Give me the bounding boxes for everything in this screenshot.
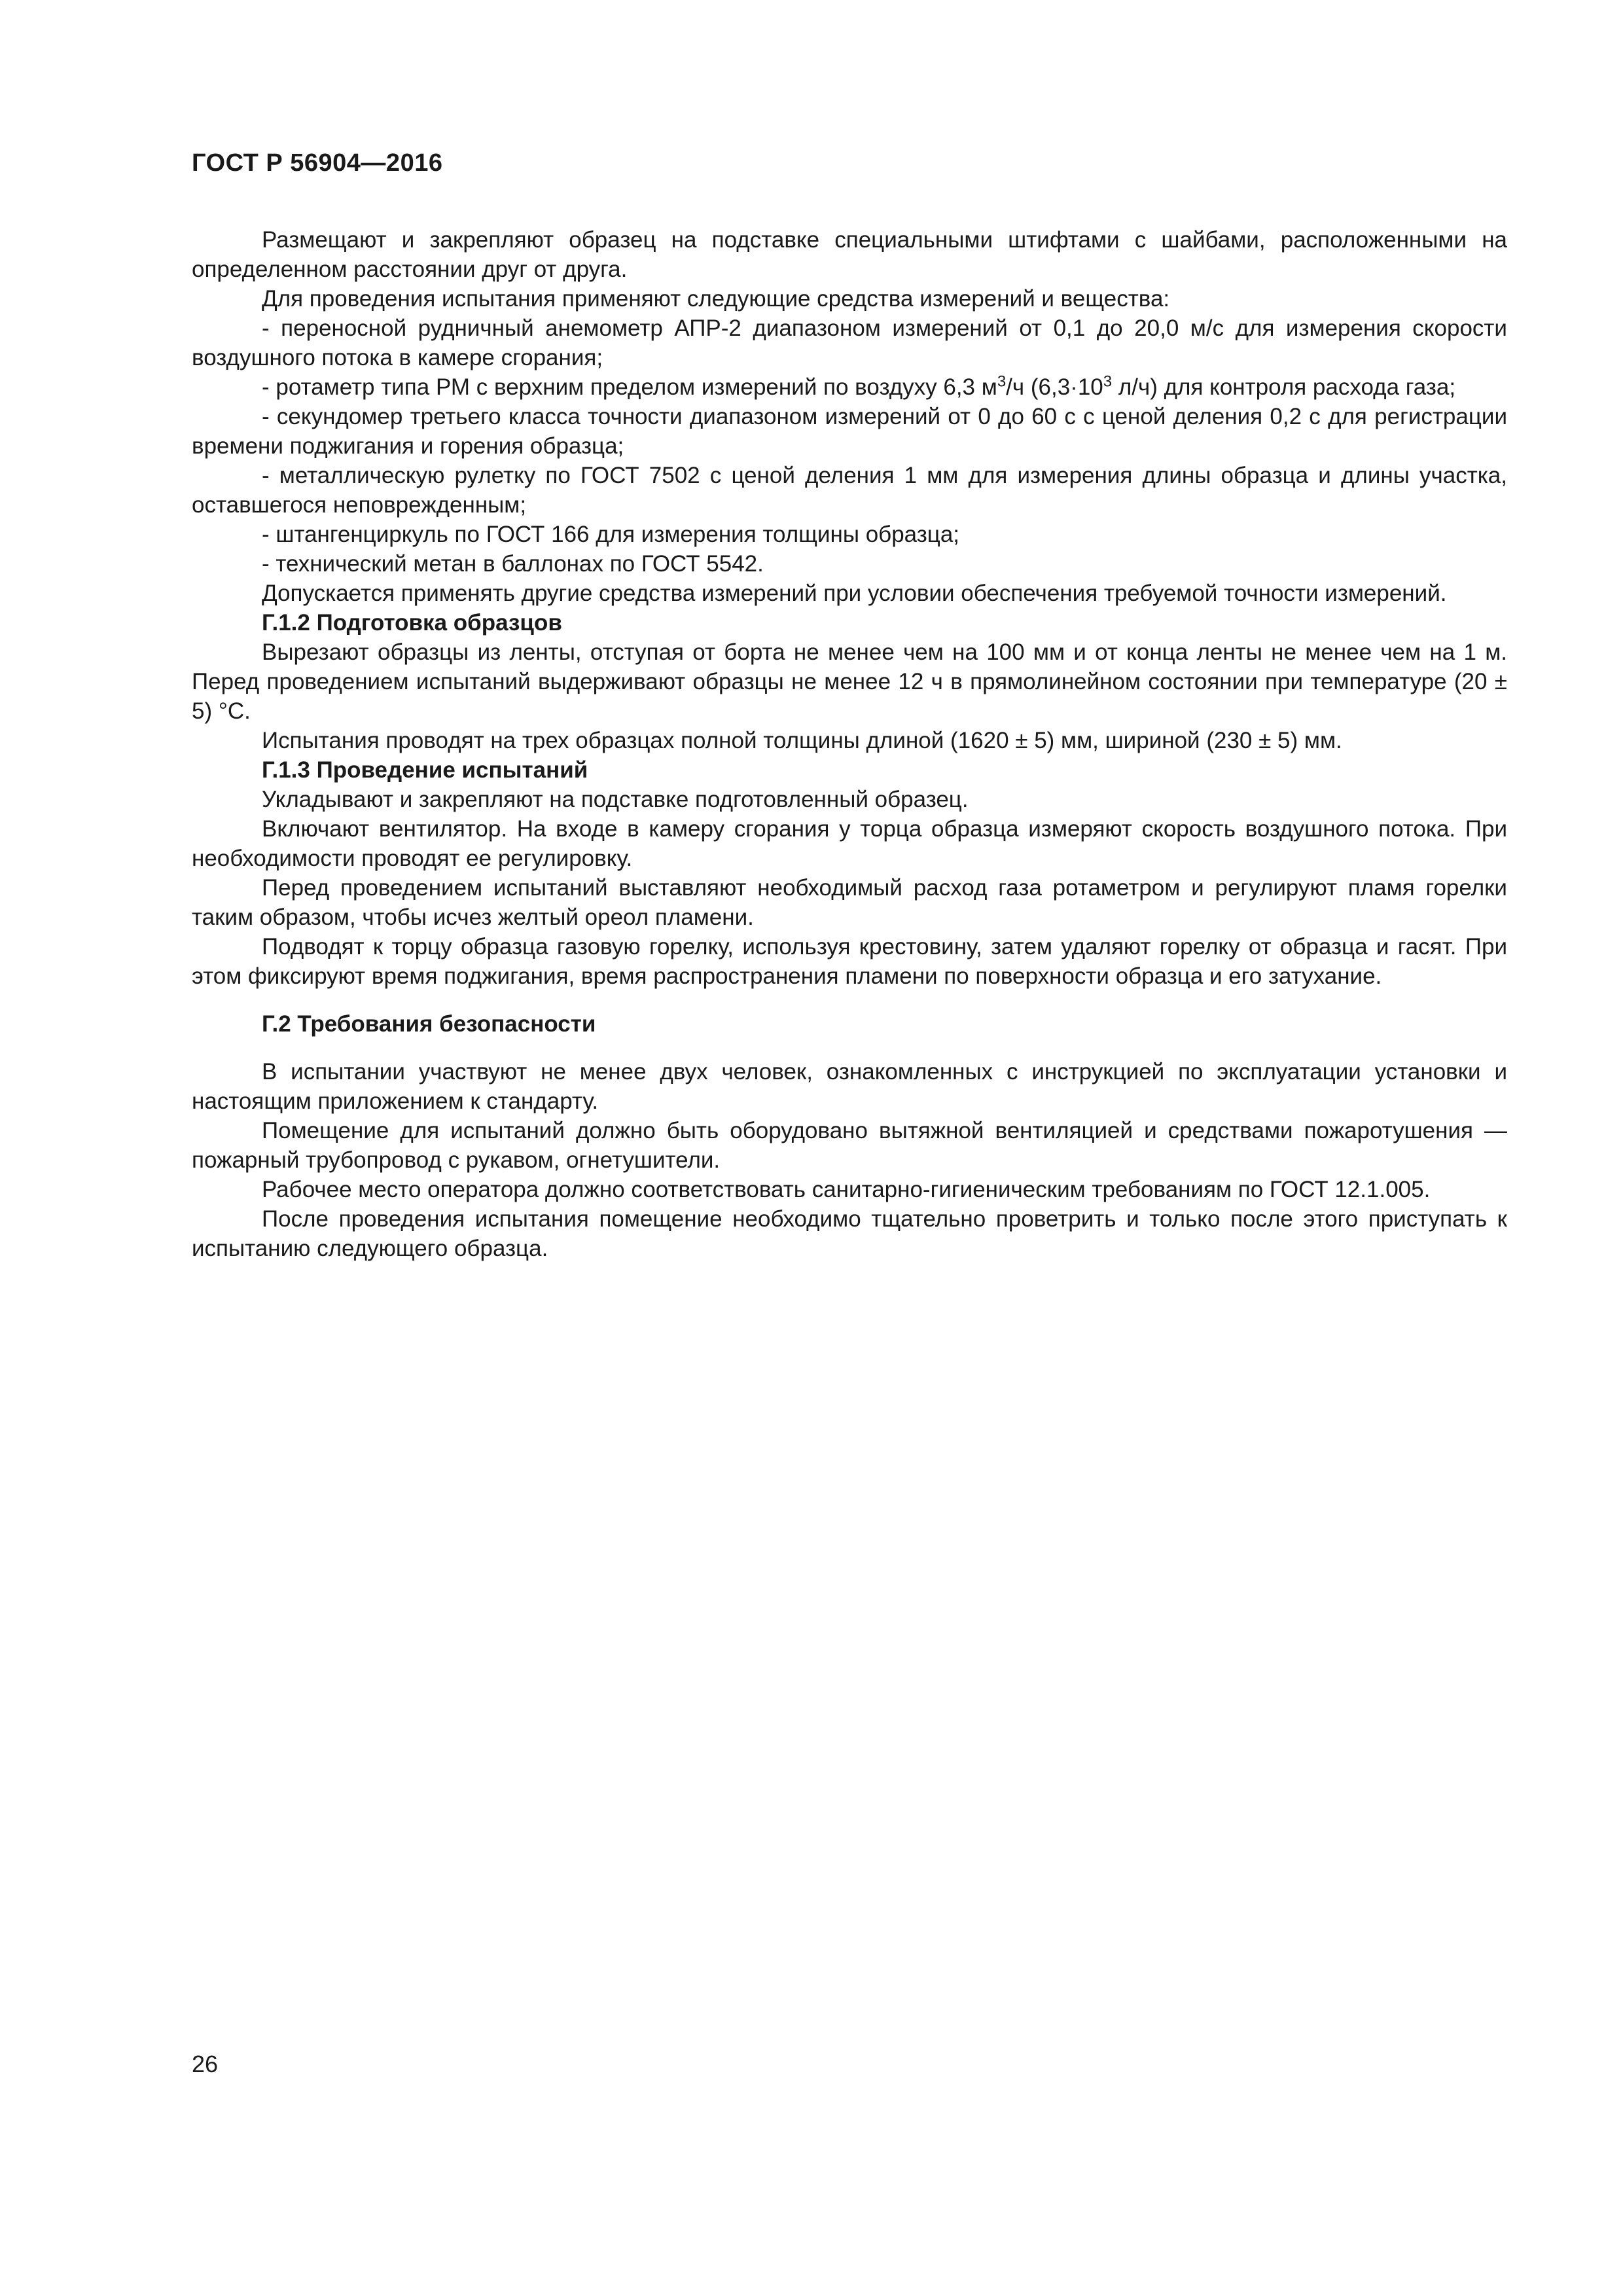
list-item: - штангенциркуль по ГОСТ 166 для измерения толщины образца; bbox=[262, 522, 960, 547]
list-item bbox=[192, 372, 1507, 402]
text-fragment: /ч (6,3·10 bbox=[1006, 374, 1103, 400]
paragraph: В испытании участвуют не менее двух человек, ознакомленных с инструкцией по эксплуатации установки и настоящим приложением к стандарту. bbox=[192, 1059, 1507, 1114]
page-number: 26 bbox=[192, 2051, 219, 2077]
text-fragment: л/ч) для контроля расхода газа; bbox=[1112, 374, 1456, 400]
paragraph: Размещают и закрепляют образец на подставке специальными штифтами с шайбами, расположенными на определенном расстоянии друг от друга. bbox=[192, 227, 1507, 282]
list-item: - технический метан в баллонах по ГОСТ 5542. bbox=[262, 551, 764, 577]
paragraph: Включают вентилятор. На входе в камеру сгорания у торца образца измеряют скорость воздушного потока. При необходимости проводят ее регулировку. bbox=[192, 816, 1507, 871]
section-heading: Г.2 Требования безопасности bbox=[262, 1011, 596, 1037]
paragraph: После проведения испытания помещение необходимо тщательно проветрить и только после этого приступать к испытанию следующего образца. bbox=[192, 1206, 1507, 1261]
list-item: - переносной рудничный анемометр АПР-2 диапазоном измерений от 0,1 до 20,0 м/с для измерения скорости воздушного потока в камере сгорания; bbox=[192, 315, 1507, 370]
superscript: 3 bbox=[997, 372, 1007, 391]
paragraph: Перед проведением испытаний выставляют необходимый расход газа ротаметром и регулируют пламя горелки таким образом, чтобы исчез желтый ореол пламени. bbox=[192, 875, 1507, 930]
list-item: - металлическую рулетку по ГОСТ 7502 с ценой деления 1 мм для измерения длины образца и длины участка, оставшегося неповрежденным; bbox=[192, 463, 1507, 518]
paragraph: Помещение для испытаний должно быть оборудовано вытяжной вентиляцией и средствами пожаротушения — пожарный трубопровод с рукавом, огнетушители. bbox=[192, 1118, 1507, 1173]
list-item: - секундомер третьего класса точности диапазоном измерений от 0 до 60 с с ценой деления 0,2 с для регистрации времени поджигания и горения образца; bbox=[192, 404, 1507, 459]
paragraph: Испытания проводят на трех образцах полной толщины длиной (1620 ± 5) мм, шириной (230 ± 5) мм. bbox=[262, 728, 1342, 753]
subsection-heading: Г.1.2 Подготовка образцов bbox=[262, 610, 562, 636]
subsection-heading: Г.1.3 Проведение испытаний bbox=[262, 757, 588, 783]
paragraph: Для проведения испытания применяют следующие средства измерений и вещества: bbox=[262, 286, 1170, 312]
superscript: 3 bbox=[1103, 372, 1113, 391]
document-header: ГОСТ Р 56904—2016 bbox=[192, 149, 443, 177]
text-fragment: - ротаметр типа РМ с верхним пределом измерений по воздуху 6,3 м bbox=[262, 374, 997, 400]
paragraph: Вырезают образцы из ленты, отступая от борта не менее чем на 100 мм и от конца ленты не менее чем на 1 м. Перед проведением испытаний выдерживают образцы не менее 12 ч в прямолинейном состоянии при температуре (20 ± 5) °С. bbox=[192, 639, 1507, 724]
paragraph: Подводят к торцу образца газовую горелку, используя крестовину, затем удаляют горелку от образца и гасят. При этом фиксируют время поджигания, время распространения пламени по поверхности образца и его затухание. bbox=[192, 934, 1507, 989]
document-body bbox=[192, 225, 1507, 1263]
paragraph: Укладывают и закрепляют на подставке подготовленный образец. bbox=[262, 787, 969, 812]
paragraph: Рабочее место оператора должно соответствовать санитарно-гигиеническим требованиям по ГОСТ 12.1.005. bbox=[262, 1177, 1431, 1202]
paragraph: Допускается применять другие средства измерений при условии обеспечения требуемой точности измерений. bbox=[262, 581, 1447, 606]
